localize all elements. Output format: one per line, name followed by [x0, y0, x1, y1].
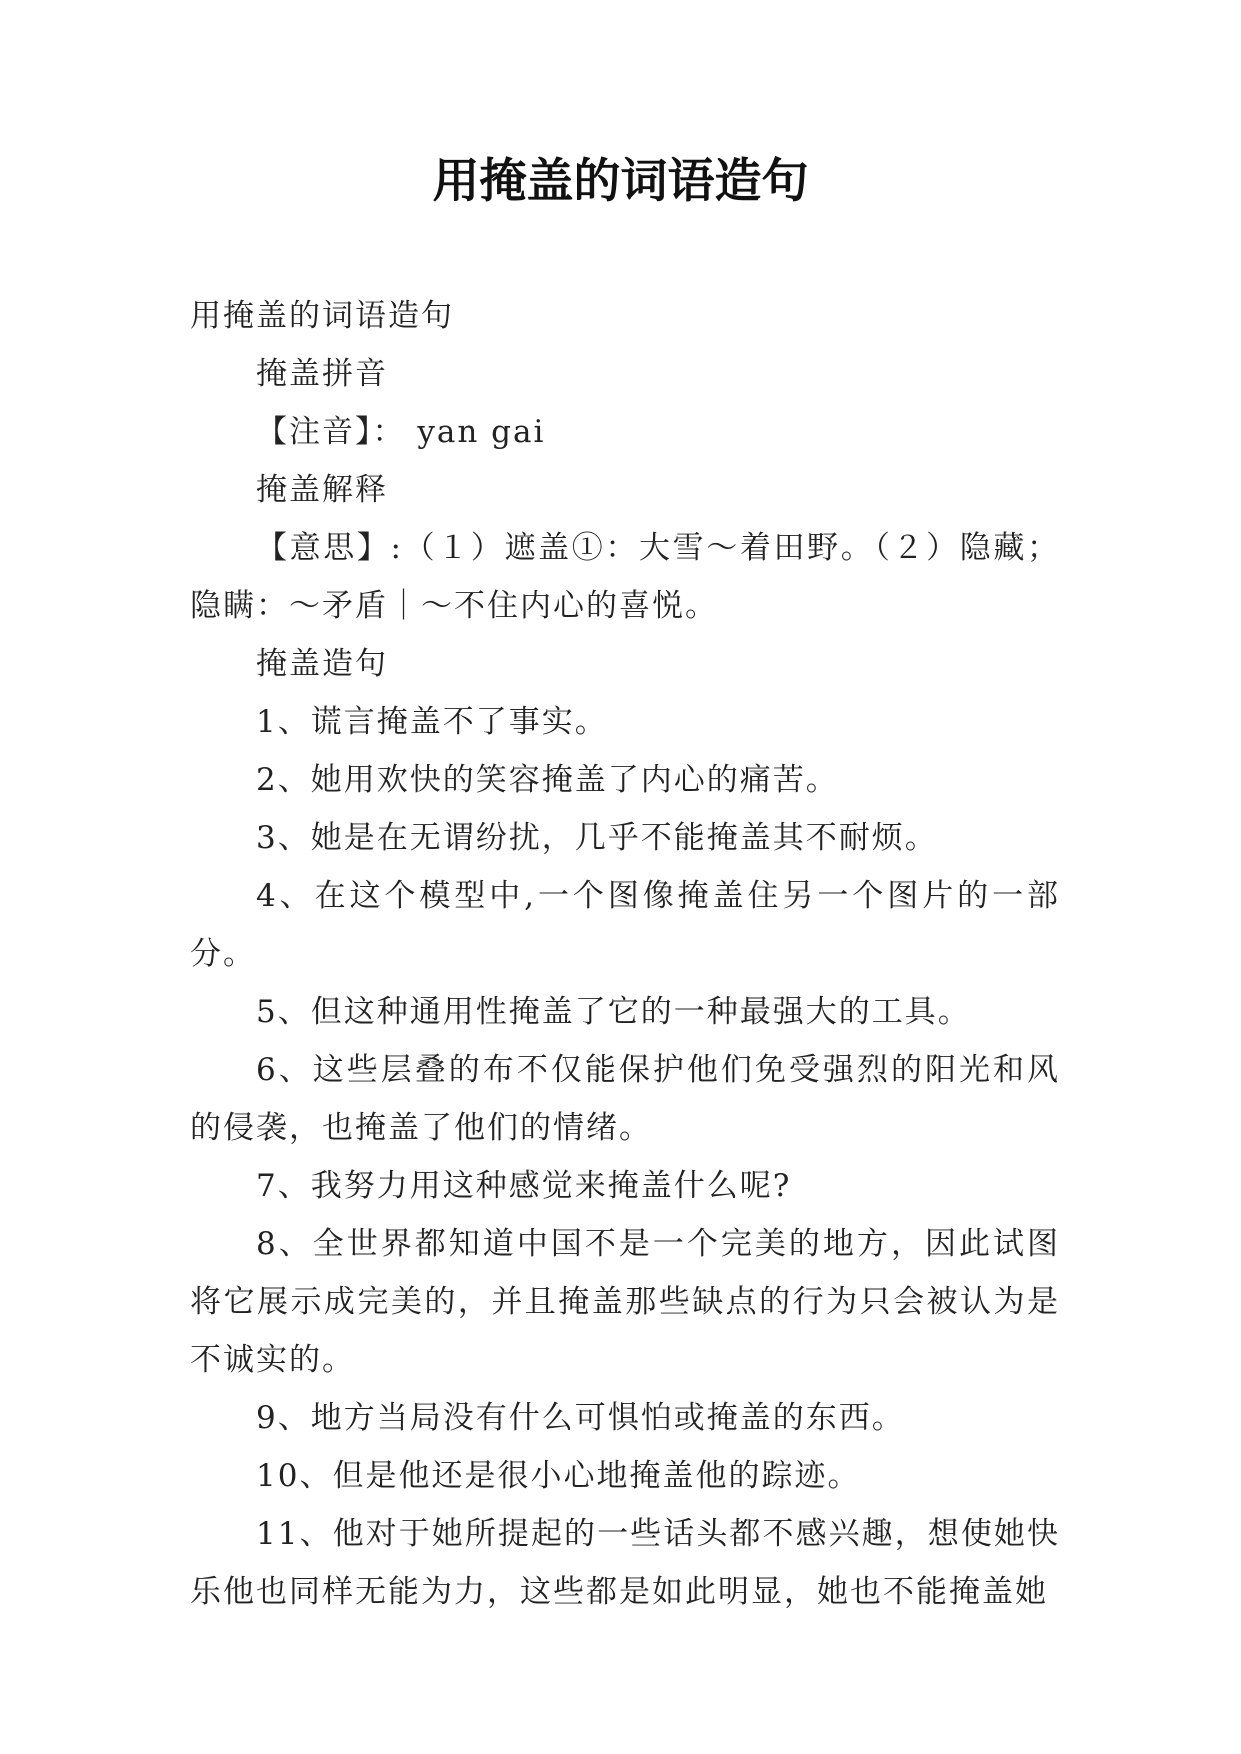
example-sentence: 3、她是在无谓纷扰，几乎不能掩盖其不耐烦。: [256, 820, 938, 856]
document-title: 用掩盖的词语造句: [432, 154, 809, 209]
paragraph-heading: 用掩盖的词语造句: [190, 298, 454, 334]
example-sentence: 10、但是他还是很小心地掩盖他的踪迹。: [256, 1458, 861, 1494]
example-sentence: 8、全世界都知道中国不是一个完美的地方，因此试图将它展示成完美的，并且掩盖那些缺点的行为只会被认为是不诚实的。: [190, 1226, 1060, 1378]
paragraph-examples-heading: 掩盖造句: [256, 646, 388, 682]
example-sentence: 2、她用欢快的笑容掩盖了内心的痛苦。: [256, 762, 839, 798]
example-sentence: 11、他对于她所提起的一些话头都不感兴趣，想使她快乐他也同样无能为力，这些都是如此明显，她也不能掩盖她: [190, 1516, 1060, 1610]
paragraph-pinyin: 【注音】： yan gai: [256, 414, 546, 450]
example-sentence: 4、在这个模型中,一个图像掩盖住另一个图片的一部分。: [190, 878, 1060, 972]
example-sentence: 7、我努力用这种感觉来掩盖什么呢?: [256, 1168, 792, 1204]
paragraph-definition: 【意思】:（１）遮盖①：大雪～着田野。（２）隐藏；隐瞒：～矛盾｜～不住内心的喜悦。: [190, 530, 1060, 624]
paragraph-pinyin-heading: 掩盖拼音: [256, 356, 388, 392]
example-sentence: 9、地方当局没有什么可惧怕或掩盖的东西。: [256, 1400, 905, 1436]
example-sentence: 6、这些层叠的布不仅能保护他们免受强烈的阳光和风的侵袭，也掩盖了他们的情绪。: [190, 1052, 1060, 1146]
example-sentence: 1、谎言掩盖不了事实。: [256, 704, 608, 740]
example-sentence: 5、但这种通用性掩盖了它的一种最强大的工具。: [256, 994, 971, 1030]
document-body: [190, 287, 1060, 1621]
paragraph-definition-heading: 掩盖解释: [256, 472, 388, 508]
